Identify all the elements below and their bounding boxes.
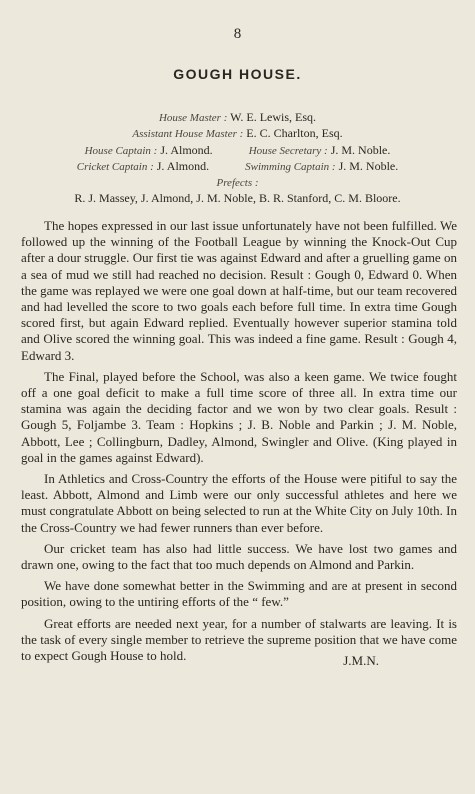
- swimming-captain-name: J. M. Noble.: [338, 159, 399, 173]
- paragraph-football: The hopes expressed in our last issue unfortunately have not been fulfilled. We followed up the winning of the Football League by winning the Knock-Out Cup after a dour struggle. Our first tie was against Edward and after a gruelling game on a sea of mud we still had reached no decision. Result : Gough 0, Edward 0. When the game was replayed we were one goal down at half-time, but our team recovered and had levelled the score to two goals each before full time. In extra time Gough scored first, but again Edward replied. Eventually however superior stamina told and Olive scored the winning goal. This was indeed a fine game. Result : Gough 4, Edward 3.: [21, 218, 457, 363]
- prefects-label: Prefects :: [216, 177, 259, 189]
- cricket-captain-label: Cricket Captain :: [76, 161, 154, 173]
- article-body: [21, 218, 457, 669]
- prefects-list: R. J. Massey, J. Almond, J. M. Noble, B. R. Stanford, C. M. Bloore.: [74, 191, 401, 205]
- signature: J.M.N.: [343, 653, 379, 669]
- assistant-master-label: Assistant House Master :: [132, 128, 244, 140]
- cricket-captain-name: J. Almond.: [156, 159, 210, 173]
- house-secretary-name: J. M. Noble.: [330, 143, 391, 157]
- prefects-heading-line: [0, 175, 475, 190]
- paragraph-athletics: In Athletics and Cross-Country the efforts of the House were pitiful to say the least. Abbott, Almond and Limb were our only successful athletes and here we must congratulate Abbott on being selected to run at the White City on July 10th. In the Cross-Country we had fewer runners than ever before.: [21, 471, 457, 535]
- house-master-line: [0, 110, 475, 125]
- cricket-swimming-line: [0, 159, 475, 174]
- assistant-master-name: E. C. Charlton, Esq.: [246, 126, 343, 140]
- captain-secretary-line: [0, 143, 475, 158]
- house-master-name: W. E. Lewis, Esq.: [230, 110, 317, 124]
- house-master-label: House Master :: [158, 112, 228, 124]
- house-captain-label: House Captain :: [84, 145, 158, 157]
- page-title: GOUGH HOUSE.: [173, 66, 302, 82]
- paragraph-final: The Final, played before the School, was also a keen game. We twice fought off a one goal deficit to make a full time score of three all. In extra time our stamina was again the deciding factor and we won by two clear goals. Result : Gough 5, Foljambe 3. Team : Hopkins ; J. B. Noble and Parkin ; J. M. Noble, Abbott, Lee ; Collingburn, Dadley, Almond, Swingler and Olive. (King played in goal in the games against Edward).: [21, 368, 457, 465]
- paragraph-swimming: We have done somewhat better in the Swimming and are at present in second position, owing to the untiring efforts of the “ few.”: [21, 578, 457, 610]
- paragraph-cricket: Our cricket team has also had little success. We have lost two games and drawn one, owing to the fact that too much depends on Almond and Parkin.: [21, 540, 457, 573]
- house-secretary-label: House Secretary :: [248, 145, 328, 157]
- assistant-master-line: [0, 126, 475, 141]
- page-number: 8: [233, 26, 242, 42]
- paragraph-closing: Great efforts are needed next year, for a number of stalwarts are leaving. It is the task of every single member to retrieve the supreme position that we have come to expect Gough House to hold.: [21, 615, 457, 664]
- swimming-captain-label: Swimming Captain :: [245, 161, 336, 173]
- house-captain-name: J. Almond.: [160, 143, 213, 157]
